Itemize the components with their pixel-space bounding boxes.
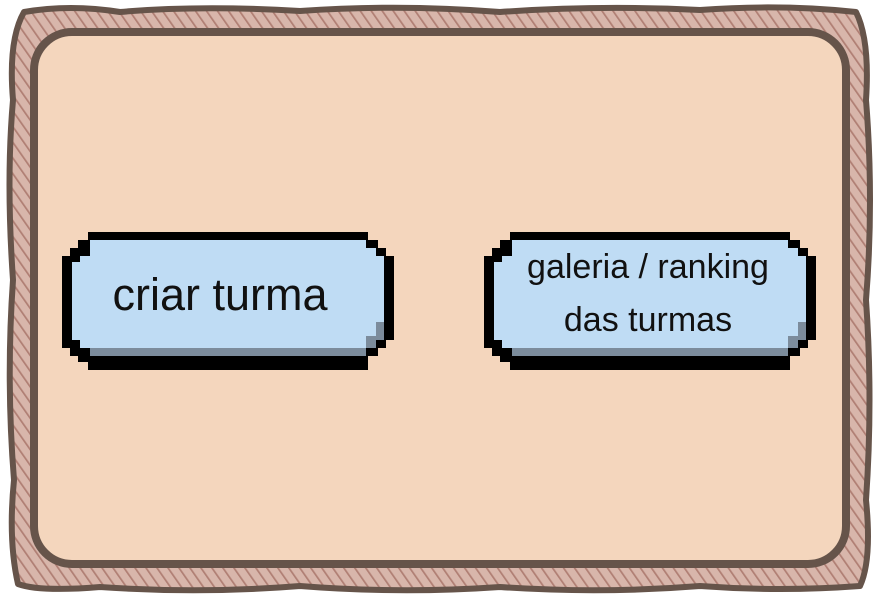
create-class-button[interactable] — [58, 232, 398, 370]
gallery-ranking-label: galeria / ranking das turmas — [527, 248, 769, 339]
create-class-label: criar turma — [112, 268, 328, 320]
gallery-ranking-button[interactable] — [480, 232, 820, 370]
